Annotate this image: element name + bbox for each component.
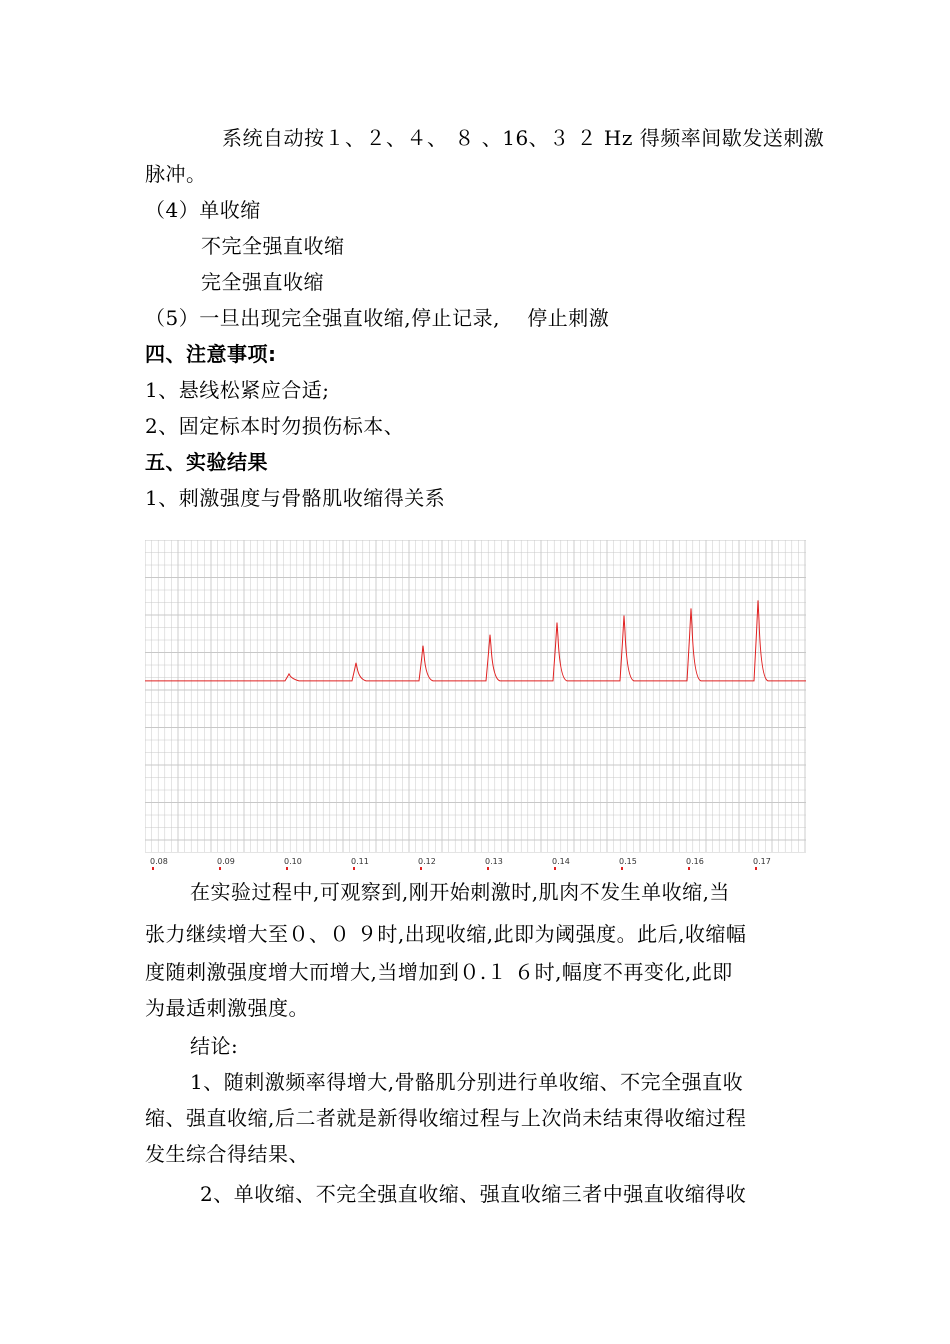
- x-tick-label: 0.16: [686, 857, 704, 866]
- x-tick-label: 0.09: [217, 857, 235, 866]
- stimulus-marker: [688, 867, 690, 870]
- stimulus-marker: [621, 867, 623, 870]
- x-tick-label: 0.17: [753, 857, 771, 866]
- text-line-16: 结论:: [190, 1034, 239, 1058]
- x-tick-label: 0.14: [552, 857, 570, 866]
- text-line-18: 缩、强直收缩,后二者就是新得收缩过程与上次尚未结束得收缩过程: [145, 1106, 747, 1130]
- text-line-1: 系统自动按１、２、４、 ８ 、16、３ ２ Hz 得频率间歇发送刺激: [222, 126, 825, 150]
- x-tick-label: 0.12: [418, 857, 436, 866]
- text-line-12: 在实验过程中,可观察到,刚开始刺激时,肌肉不发生单收缩,当: [190, 880, 730, 904]
- stimulus-marker: [554, 867, 556, 870]
- x-tick-label: 0.15: [619, 857, 637, 866]
- stimulus-marker: [219, 867, 221, 870]
- text-line-14: 度随刺激强度增大而增大,当增加到０.１ ６时,幅度不再变化,此即: [145, 960, 733, 984]
- text-line-8: 1、悬线松紧应合适;: [145, 378, 330, 402]
- twitch-recording-chart: [145, 540, 806, 872]
- stimulus-marker: [152, 867, 154, 870]
- text-line-4: 不完全强直收缩: [201, 234, 345, 258]
- text-line-6: （5）一旦出现完全强直收缩,停止记录, 停止刺激: [145, 306, 610, 330]
- x-tick-label: 0.08: [150, 857, 168, 866]
- text-line-19: 发生综合得结果、: [145, 1142, 309, 1166]
- stimulus-marker: [353, 867, 355, 870]
- section-heading-notes: 四、注意事项:: [145, 342, 277, 366]
- stimulus-marker: [420, 867, 422, 870]
- stimulus-marker: [286, 867, 288, 870]
- x-axis-ticks: [150, 857, 771, 870]
- text-line-5: 完全强直收缩: [201, 270, 324, 294]
- text-line-3: （4）单收缩: [145, 198, 261, 222]
- text-line-20: 2、单收缩、不完全强直收缩、强直收缩三者中强直收缩得收: [200, 1182, 747, 1206]
- text-line-13: 张力继续增大至０、０ ９时,出现收缩,此即为阈强度。此后,收缩幅: [145, 922, 747, 946]
- text-line-17: 1、随刺激频率得增大,骨骼肌分别进行单收缩、不完全强直收: [190, 1070, 744, 1094]
- text-line-15: 为最适刺激强度。: [145, 996, 309, 1020]
- text-line-2: 脉冲。: [145, 162, 207, 186]
- stimulus-marker: [755, 867, 757, 870]
- x-tick-label: 0.11: [351, 857, 369, 866]
- section-heading-results: 五、实验结果: [145, 450, 268, 474]
- stimulus-marker: [487, 867, 489, 870]
- x-tick-label: 0.13: [485, 857, 503, 866]
- text-line-11: 1、刺激强度与骨骼肌收缩得关系: [145, 486, 446, 510]
- text-line-9: 2、固定标本时勿损伤标本、: [145, 414, 405, 438]
- x-tick-label: 0.10: [284, 857, 302, 866]
